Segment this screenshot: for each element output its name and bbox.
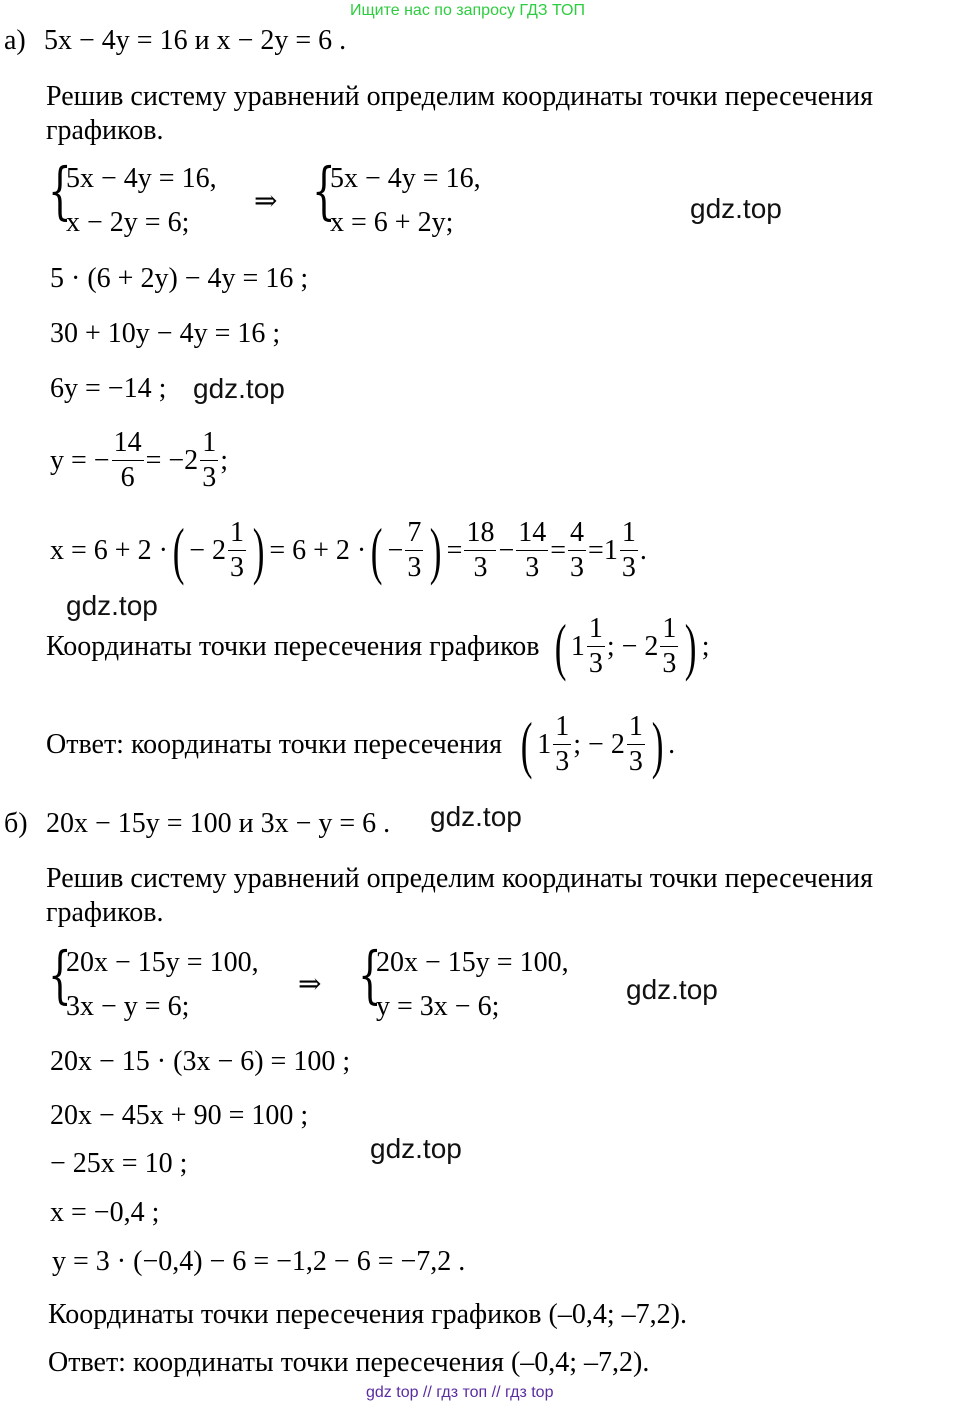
part-b-step4: x = −0,4 ; bbox=[50, 1197, 160, 1228]
denominator: 3 bbox=[588, 648, 603, 679]
part-a-x-equation bbox=[50, 516, 647, 585]
fraction bbox=[228, 516, 246, 585]
denominator: 3 bbox=[628, 746, 643, 777]
right-paren: ) bbox=[430, 514, 442, 586]
part-a-step3: 6y = −14 ; bbox=[50, 373, 167, 404]
right-paren: ) bbox=[685, 610, 697, 682]
denominator: 3 bbox=[525, 552, 540, 583]
part-b-step3: − 25x = 10 ; bbox=[50, 1148, 188, 1179]
denominator: 3 bbox=[555, 746, 570, 777]
watermark: gdz.top bbox=[370, 1133, 462, 1164]
fraction bbox=[620, 516, 638, 585]
part-b-coordinates: Координаты точки пересечения графиков (–0,4; –7,2). bbox=[48, 1299, 687, 1330]
part-a-sys1-eq2: x − 2y = 6; bbox=[66, 207, 190, 238]
fraction bbox=[568, 516, 586, 585]
x-mid: = 6 + 2 · bbox=[269, 534, 367, 566]
denominator: 3 bbox=[621, 552, 636, 583]
watermark: gdz.top bbox=[626, 974, 718, 1005]
fraction bbox=[553, 710, 571, 779]
left-paren: ( bbox=[371, 514, 383, 586]
minus: − bbox=[498, 534, 515, 566]
coord-end: ; bbox=[701, 630, 710, 662]
denominator: 3 bbox=[473, 552, 488, 583]
watermark: gdz.top bbox=[66, 590, 158, 621]
part-a-sys1-eq1: 5x − 4y = 16, bbox=[66, 163, 217, 194]
system-brace: { bbox=[48, 154, 72, 227]
system-brace: { bbox=[358, 938, 382, 1011]
part-b-step2: 20x − 45x + 90 = 100 ; bbox=[50, 1100, 309, 1131]
denominator: 3 bbox=[570, 552, 585, 583]
equals: = bbox=[550, 534, 567, 566]
numerator: 18 bbox=[464, 516, 496, 551]
whole: 1 bbox=[537, 728, 552, 760]
numerator: 7 bbox=[405, 516, 423, 551]
fraction bbox=[464, 516, 496, 585]
x-neg: − bbox=[387, 534, 404, 566]
numerator: 1 bbox=[660, 612, 678, 647]
coord-sep: ; − 2 bbox=[573, 728, 625, 760]
y-end: ; bbox=[220, 444, 228, 476]
fraction bbox=[516, 516, 548, 585]
part-b-intro-line2: графиков. bbox=[46, 897, 164, 928]
left-paren: ( bbox=[554, 610, 567, 682]
system-brace: { bbox=[48, 938, 72, 1011]
part-b-problem: 20x − 15y = 100 и 3x − y = 6 . bbox=[46, 808, 391, 839]
x-end: . bbox=[639, 534, 647, 566]
fraction bbox=[405, 516, 423, 585]
x-lhs: x = 6 + 2 · bbox=[50, 534, 168, 566]
numerator: 14 bbox=[516, 516, 548, 551]
part-a-coordinates bbox=[46, 612, 710, 681]
numerator: 1 bbox=[200, 426, 218, 461]
denominator: 3 bbox=[662, 648, 677, 679]
fraction bbox=[112, 426, 144, 495]
part-b-step1: 20x − 15 · (3x − 6) = 100 ; bbox=[50, 1046, 351, 1077]
part-a-label: а) bbox=[4, 25, 26, 56]
part-a-sys2-eq1: 5x − 4y = 16, bbox=[330, 163, 481, 194]
numerator: 1 bbox=[620, 516, 638, 551]
part-a-sys2-eq2: x = 6 + 2y; bbox=[330, 207, 454, 238]
numerator: 1 bbox=[627, 710, 645, 745]
equals: = bbox=[446, 534, 463, 566]
left-paren: ( bbox=[172, 514, 185, 586]
part-a-problem: 5x − 4y = 16 и x − 2y = 6 . bbox=[44, 25, 347, 56]
whole: 1 bbox=[603, 534, 618, 566]
answer-text: Ответ: координаты точки пересечения bbox=[46, 728, 502, 760]
numerator: 1 bbox=[228, 516, 246, 551]
answer-end: . bbox=[668, 728, 676, 760]
fraction bbox=[587, 612, 605, 681]
watermark: gdz.top bbox=[193, 373, 285, 404]
numerator: 1 bbox=[587, 612, 605, 647]
part-a-step2: 30 + 10y − 4y = 16 ; bbox=[50, 318, 281, 349]
part-b-intro-line1: Решив систему уравнений определим координаты точки пересечения bbox=[46, 863, 874, 894]
watermark: gdz.top bbox=[690, 193, 782, 224]
system-brace: { bbox=[312, 154, 336, 227]
denominator: 3 bbox=[407, 552, 422, 583]
part-a-y-equation bbox=[50, 426, 228, 495]
part-b-step5: y = 3 · (−0,4) − 6 = −1,2 − 6 = −7,2 . bbox=[52, 1246, 466, 1277]
part-b-sys2-eq2: y = 3x − 6; bbox=[376, 991, 500, 1022]
numerator: 14 bbox=[112, 426, 144, 461]
fraction bbox=[627, 710, 645, 779]
part-b-sys2-eq1: 20x − 15y = 100, bbox=[376, 947, 569, 978]
watermark: gdz.top bbox=[430, 801, 522, 832]
whole: 1 bbox=[570, 630, 585, 662]
search-notice: Ищите нас по запросу ГДЗ ТОП bbox=[350, 2, 585, 19]
part-a-step1: 5 · (6 + 2y) − 4y = 16 ; bbox=[50, 263, 309, 294]
fraction bbox=[200, 426, 218, 495]
part-a-intro-line2: графиков. bbox=[46, 115, 164, 146]
coord-sep: ; − 2 bbox=[606, 630, 659, 662]
part-b-sys1-eq2: 3x − y = 6; bbox=[66, 991, 190, 1022]
y-mid: = −2 bbox=[145, 444, 199, 476]
part-a-answer bbox=[46, 710, 675, 779]
y-lhs: y = − bbox=[50, 444, 110, 476]
denominator: 3 bbox=[230, 552, 245, 583]
footer-watermark: gdz top // гдз топ // гдз top bbox=[366, 1384, 554, 1401]
part-a-intro-line1: Решив систему уравнений определим координаты точки пересечения bbox=[46, 81, 874, 112]
left-paren: ( bbox=[520, 708, 533, 780]
implies-arrow: ⇒ bbox=[298, 969, 322, 1000]
part-b-answer: Ответ: координаты точки пересечения (–0,4; –7,2). bbox=[48, 1347, 650, 1378]
numerator: 1 bbox=[553, 710, 571, 745]
part-b-sys1-eq1: 20x − 15y = 100, bbox=[66, 947, 259, 978]
implies-arrow: ⇒ bbox=[254, 186, 278, 217]
coord-text: Координаты точки пересечения графиков bbox=[46, 630, 540, 662]
x-neg2: − 2 bbox=[189, 534, 227, 566]
part-b-label: б) bbox=[4, 808, 28, 839]
numerator: 4 bbox=[568, 516, 586, 551]
fraction bbox=[660, 612, 678, 681]
right-paren: ) bbox=[651, 708, 664, 780]
right-paren: ) bbox=[252, 514, 265, 586]
equals: = bbox=[588, 534, 604, 566]
denominator: 6 bbox=[120, 462, 135, 493]
denominator: 3 bbox=[202, 462, 217, 493]
